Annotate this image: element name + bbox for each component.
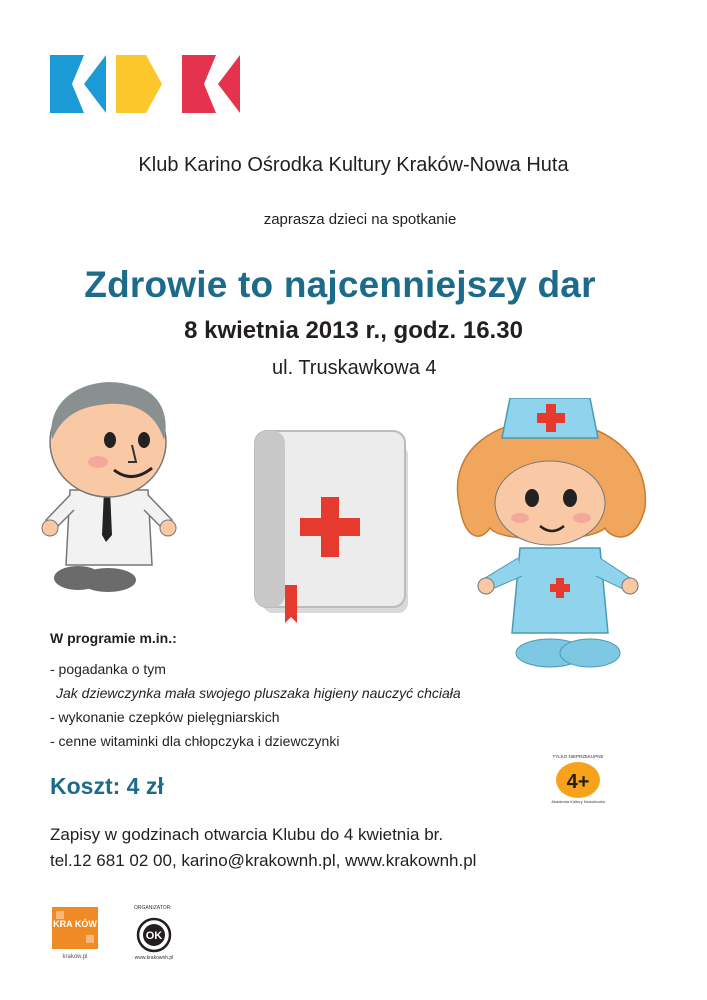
club-name: Klub Karino Ośrodka Kultury Kraków-Nowa Huta xyxy=(138,154,569,176)
signup-info xyxy=(50,822,476,874)
organizer-ok-logo xyxy=(130,903,190,963)
event-address: ul. Truskawkowa 4 xyxy=(272,357,437,379)
program-item: - pogadanka o tym xyxy=(50,661,166,677)
badge-top-text: TYLKO NIEPRZEKUPNE xyxy=(552,754,604,759)
event-date: 8 kwietnia 2013 r., godz. 16.30 xyxy=(184,317,523,344)
organizer-label: ORGANIZATOR: xyxy=(134,905,172,911)
nurse-illustration xyxy=(440,398,655,673)
badge-bottom-text: Akademia Kultury Nowohucka xyxy=(551,799,605,804)
krakow-logo-text: KRA KÓW xyxy=(53,919,97,929)
program-list xyxy=(50,657,461,753)
medical-book-illustration xyxy=(245,425,420,625)
program-item-italic: Jak dziewczynka mała swojego pluszaka higieny nauczyć chciała xyxy=(56,685,461,701)
age-badge xyxy=(548,754,608,804)
program-heading: W programie m.in.: xyxy=(50,630,177,646)
doctor-illustration xyxy=(40,370,190,600)
cost-label: Koszt: 4 zł xyxy=(50,773,164,799)
krakow-url: krakow.pl xyxy=(62,954,88,960)
invite-text: zaprasza dzieci na spotkanie xyxy=(263,211,457,228)
krakow-logo xyxy=(50,905,100,960)
signup-line: Zapisy w godzinach otwarcia Klubu do 4 kwietnia br. xyxy=(50,825,444,844)
event-title: Zdrowie to najcenniejszy dar xyxy=(84,264,596,305)
ok-url: www.krakownh.pl xyxy=(134,955,174,961)
program-item: - wykonanie czepków pielęgniarskich xyxy=(50,709,280,725)
badge-age-text: 4+ xyxy=(566,771,590,793)
program-item: - cenne witaminki dla chłopczyka i dziewczynki xyxy=(50,733,340,749)
ok-logo-text: OK xyxy=(145,930,163,942)
krk-logo xyxy=(50,55,240,113)
contact-line: tel.12 681 02 00, karino@krakownh.pl, www.krakownh.pl xyxy=(50,851,477,870)
